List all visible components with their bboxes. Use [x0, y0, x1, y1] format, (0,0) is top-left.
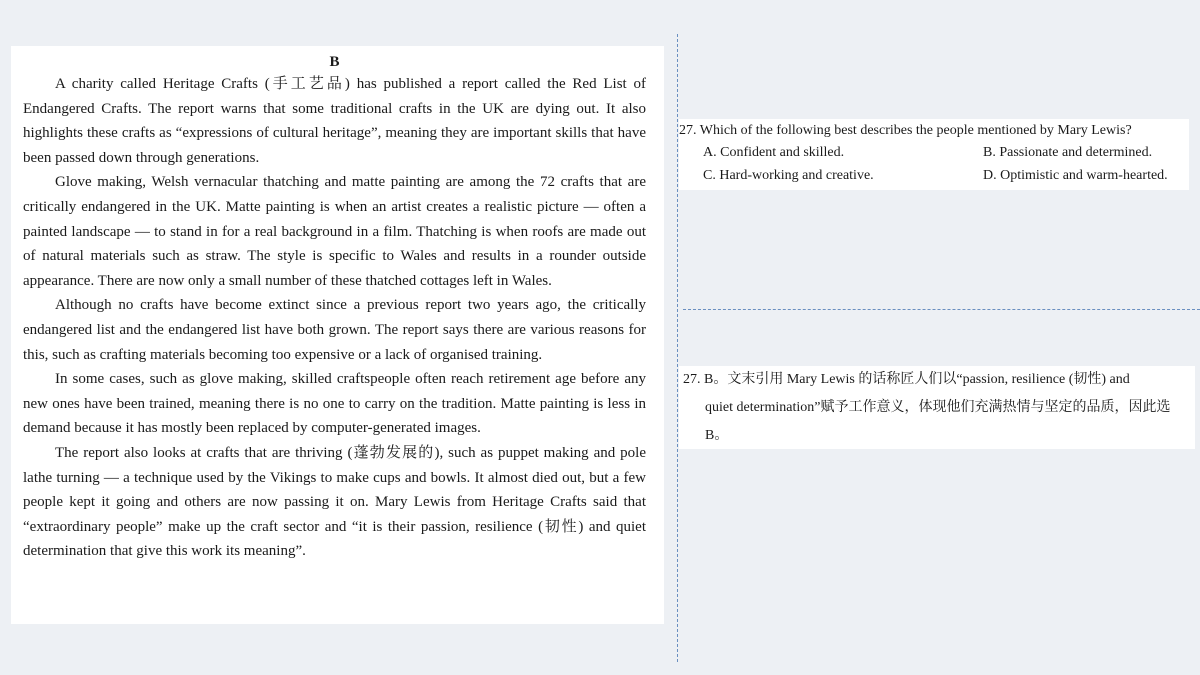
- option-b: B. Passionate and determined.: [983, 145, 1153, 160]
- option-a: A. Confident and skilled.: [703, 145, 845, 160]
- question-box: [679, 119, 1189, 190]
- passage-paragraph-1: A charity called Heritage Crafts (手工艺品) has published a report called the Red List of Endangered Crafts. The report warns that some traditional crafts in the UK are dying out. It also highlights these crafts as “expressions of cultural heritage”, meaning they are important skills that have been passed down through generations.: [23, 76, 646, 166]
- answer-explanation: [679, 366, 1195, 449]
- option-c: C. Hard-working and creative.: [703, 168, 874, 183]
- options-row-2: [679, 164, 1189, 187]
- passage-paragraph-5: The report also looks at crafts that are thriving (蓬勃发展的), such as puppet making and pole lathe turning — a technique used by the Vikings to make cups and bowls. It almost died out, but a few people kept it going and others are now passing it on. Mary Lewis from Heritage Crafts said that “extraordinary people” make up the craft sector and “it is their passion, resilience (韧性) and quiet determination that give this work its meaning”.: [23, 444, 646, 560]
- option-d: D. Optimistic and warm-hearted.: [983, 168, 1168, 183]
- answer-line-1: 27. B。文末引用 Mary Lewis 的话称匠人们以“passion, resilience (韧性) and: [683, 372, 1130, 387]
- passage-paragraph-4: In some cases, such as glove making, skilled craftspeople often reach retirement age before any new ones have been trained, meaning there is no one to carry on the tradition. Matte painting is less in demand because it has mostly been replaced by computer-generated images.: [23, 371, 646, 437]
- passage-heading: B: [329, 54, 340, 70]
- vertical-divider: [677, 34, 678, 662]
- answer-line-rest: quiet determination”赋予工作意义，体现他们充满热情与坚定的品质，因此选 B。: [705, 400, 1171, 443]
- question-text: 27. Which of the following best describes the people mentioned by Mary Lewis?: [679, 123, 1132, 138]
- horizontal-divider: [683, 309, 1200, 310]
- reading-passage: [11, 46, 664, 624]
- passage-paragraph-3: Although no crafts have become extinct since a previous report two years ago, the critically endangered list and the endangered list have both grown. The report says there are various reasons for this, such as crafting materials becoming too expensive or a lack of organised training.: [23, 297, 646, 363]
- passage-paragraph-2: Glove making, Welsh vernacular thatching and matte painting are among the 72 crafts that are critically endangered in the UK. Matte painting is when an artist creates a realistic picture — often a painted landscape — to stand in for a real background in a film. Thatching is when roofs are made out of natural materials such as straw. The style is specific to Wales and results in a rounder outside appearance. There are now only a small number of these thatched cottages left in Wales.: [23, 174, 646, 289]
- options-row-1: [679, 141, 1189, 164]
